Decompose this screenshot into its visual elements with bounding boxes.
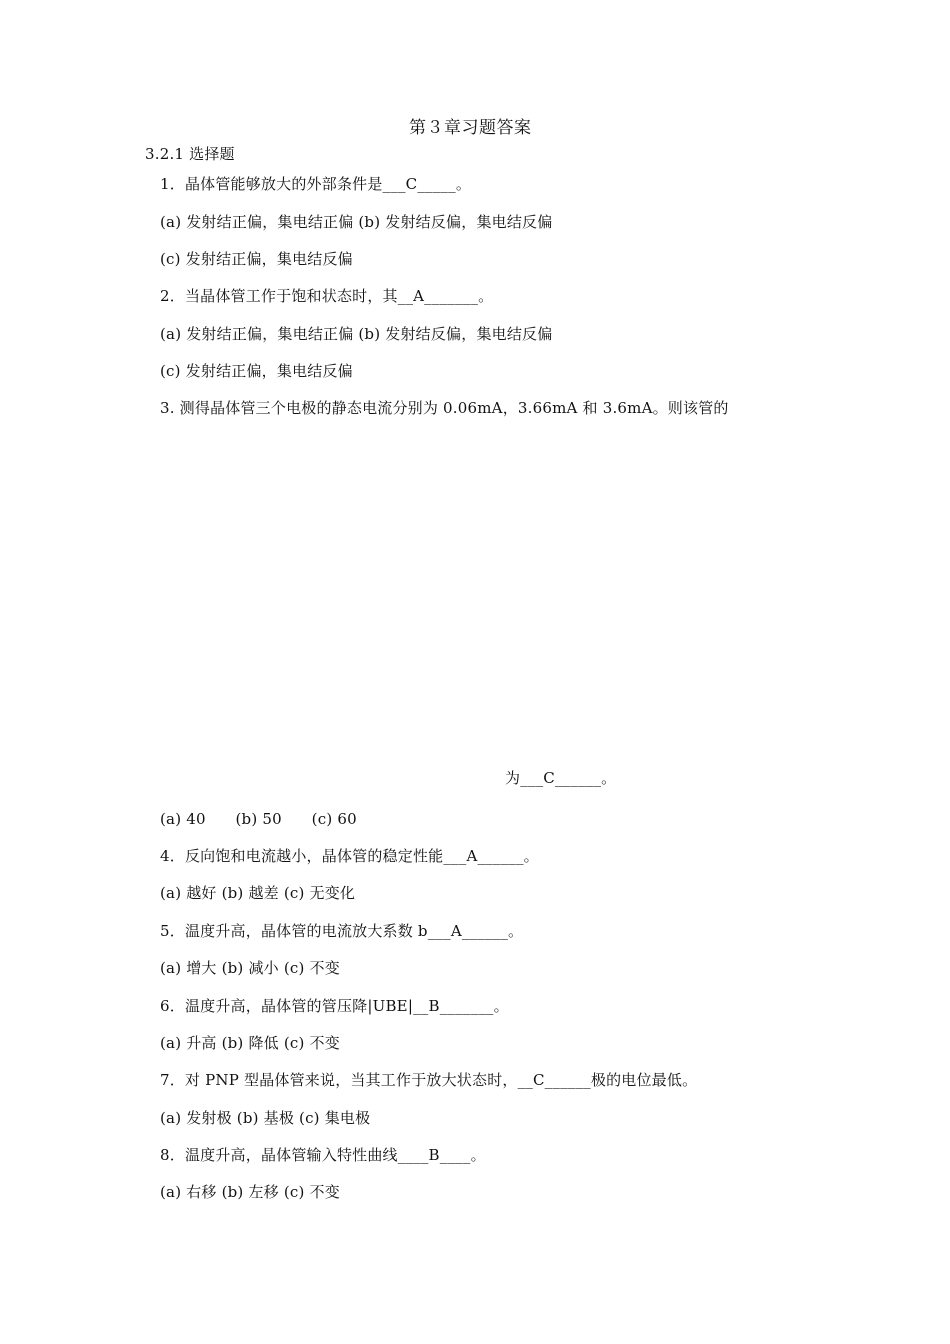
question-5-options: (a) 增大 (b) 减小 (c) 不变 [160, 959, 340, 977]
question-1-options-line-1: (a) 发射结正偏，集电结正偏 (b) 发射结反偏，集电结反偏 [160, 213, 553, 231]
question-3-continuation: 为___C______。 [505, 769, 617, 787]
question-3: 3. 测得晶体管三个电极的静态电流分别为 0.06mA，3.66mA 和 3.6mA。则该管的 [160, 399, 729, 417]
question-3-options: (a) 40 (b) 50 (c) 60 [160, 810, 357, 828]
question-2-options-line-1: (a) 发射结正偏，集电结正偏 (b) 发射结反偏，集电结反偏 [160, 325, 553, 343]
question-7-options: (a) 发射极 (b) 基极 (c) 集电极 [160, 1109, 371, 1127]
page-title: 第３章习题答案 [409, 118, 532, 138]
question-6-options: (a) 升高 (b) 降低 (c) 不变 [160, 1034, 340, 1052]
question-1: 1．晶体管能够放大的外部条件是___C_____。 [160, 175, 472, 193]
question-5: 5．温度升高，晶体管的电流放大系数 b___A______。 [160, 922, 524, 940]
question-4-options: (a) 越好 (b) 越差 (c) 无变化 [160, 884, 356, 902]
question-2-options-line-2: (c) 发射结正偏，集电结反偏 [160, 362, 353, 380]
question-4: 4．反向饱和电流越小，晶体管的稳定性能___A______。 [160, 847, 539, 865]
question-6: 6．温度升高，晶体管的管压降|UBE|__B_______。 [160, 997, 509, 1015]
section-heading: 3.2.1 选择题 [145, 145, 235, 163]
question-8-options: (a) 右移 (b) 左移 (c) 不变 [160, 1183, 340, 1201]
question-2: 2．当晶体管工作于饱和状态时，其__A_______。 [160, 287, 494, 305]
question-1-options-line-2: (c) 发射结正偏，集电结反偏 [160, 250, 353, 268]
question-8: 8．温度升高，晶体管输入特性曲线____B____。 [160, 1146, 486, 1164]
question-7: 7．对 PNP 型晶体管来说，当其工作于放大状态时，__C______极的电位最低。 [160, 1071, 698, 1089]
